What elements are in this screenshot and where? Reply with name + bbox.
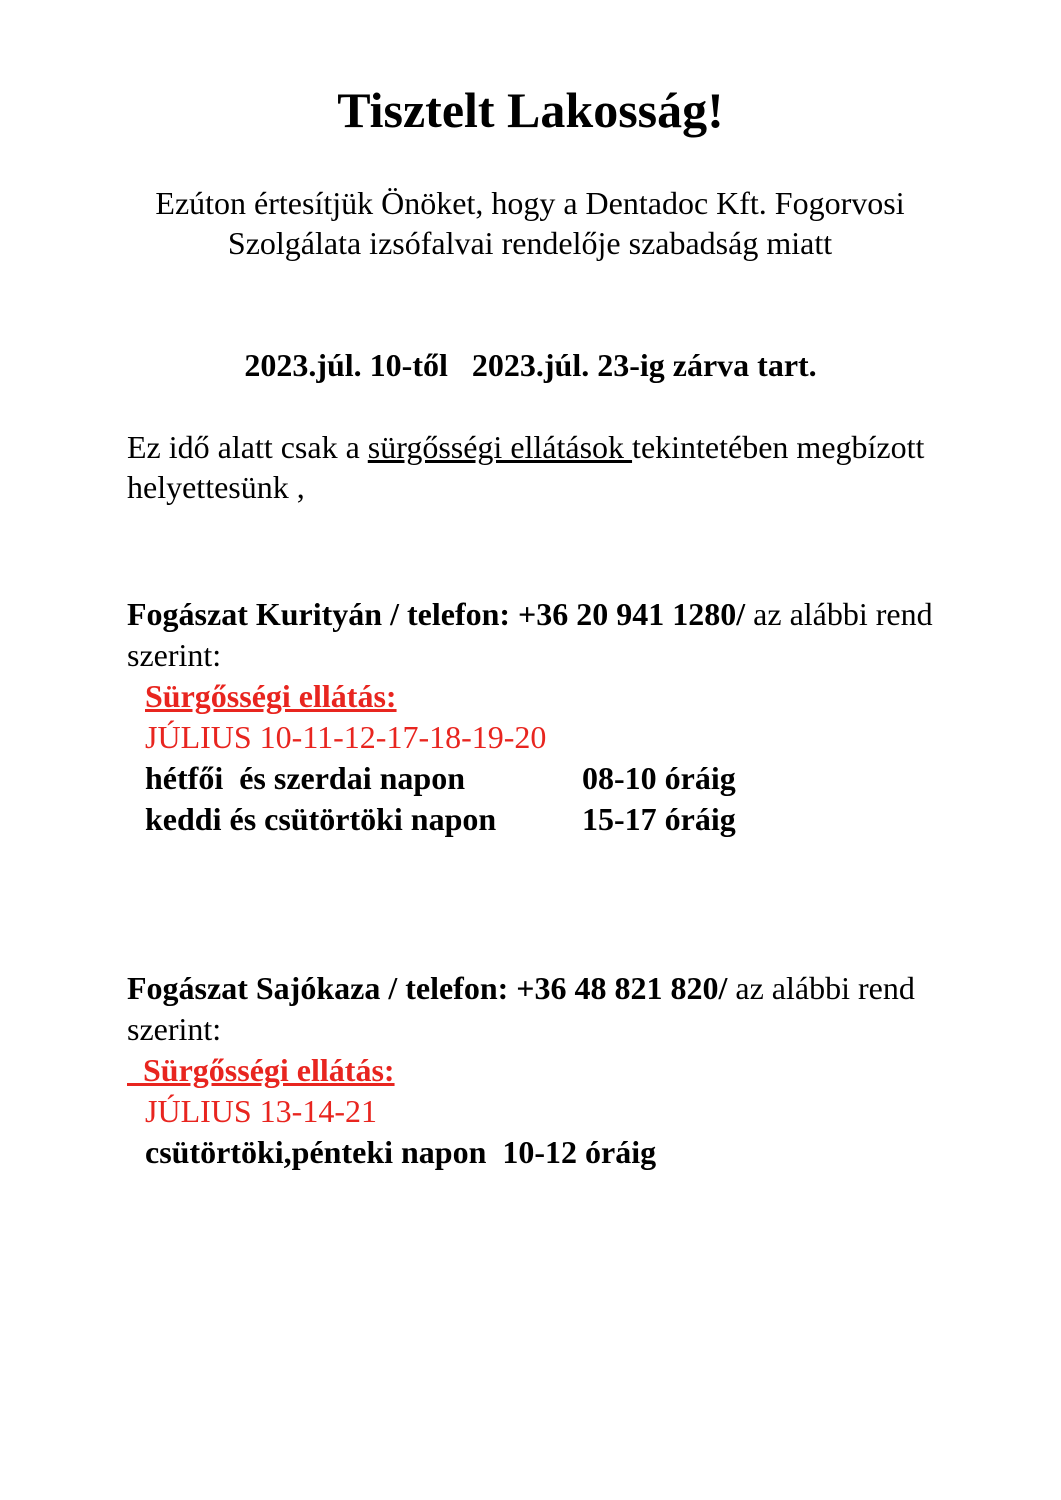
kurityan-schedule-row — [127, 758, 947, 799]
kurityan-schedule-day: keddi és csütörtöki napon — [145, 801, 497, 837]
notice-underlined-text: sürgősségi ellátások — [367, 429, 633, 465]
kurityan-schedule-day: hétfői és szerdai napon — [145, 760, 465, 796]
kurityan-schedule-hours: 08-10 óráig — [582, 760, 736, 796]
substitute-notice — [127, 427, 927, 507]
kurityan-heading: Fogászat Kurityán / telefon: +36 20 941 1280/ — [127, 596, 746, 632]
notice-text-after: tekintetében megbízott helyettesünk , — [127, 429, 925, 505]
kurityan-emergency-label: Sürgősségi ellátás: — [145, 678, 397, 714]
kurityan-emergency-days: JÚLIUS 10-11-12-17-18-19-20 — [145, 719, 547, 755]
sajokaza-intro — [127, 968, 947, 1050]
kurityan-section — [127, 594, 947, 840]
kurityan-heading-tail: az alábbi rend szerint: — [127, 596, 933, 673]
notice-text-before: Ez idő alatt csak a — [127, 429, 368, 465]
sajokaza-section — [127, 968, 947, 1173]
kurityan-intro — [127, 594, 947, 676]
intro-text: Ezúton értesítjük Önöket, hogy a Dentadoc Kft. Fogorvosi Szolgálata izsófalvai rendelője szabadság miatt — [155, 185, 905, 261]
sajokaza-emergency-days: JÚLIUS 13-14-21 — [145, 1093, 377, 1129]
sajokaza-heading-tail: az alábbi rend szerint: — [127, 970, 915, 1047]
sajokaza-heading: Fogászat Sajókaza / telefon: +36 48 821 820/ — [127, 970, 728, 1006]
closure-dates: 2023.júl. 10-től 2023.júl. 23-ig zárva tart. — [244, 347, 817, 383]
sajokaza-emergency-label: Sürgősségi ellátás: — [127, 1052, 395, 1088]
kurityan-schedule-row — [127, 799, 947, 840]
sajokaza-schedule-row: csütörtöki,pénteki napon 10-12 óráig — [145, 1134, 657, 1170]
page-title: Tisztelt Lakosság! — [337, 82, 724, 138]
kurityan-schedule-hours: 15-17 óráig — [582, 801, 736, 837]
